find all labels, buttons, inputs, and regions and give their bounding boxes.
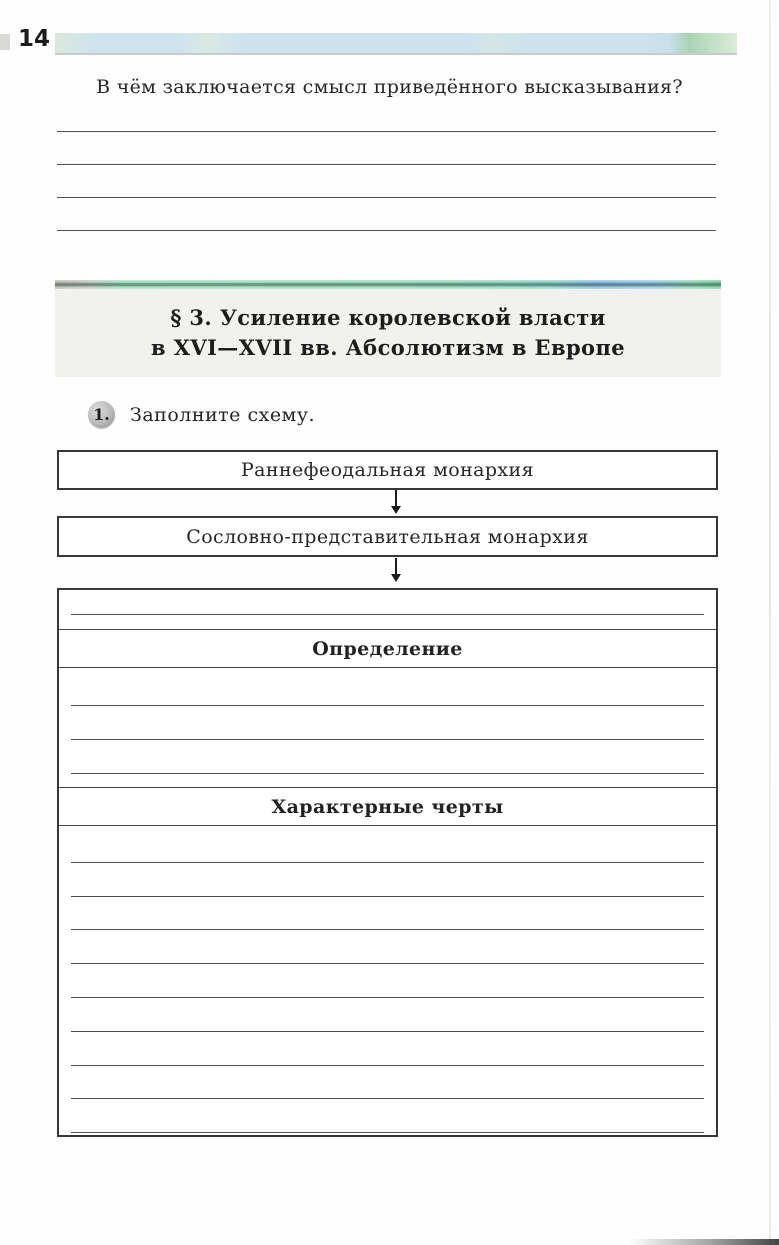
monarchy-name-section [59, 590, 716, 630]
arrow-head [391, 506, 401, 514]
page-corner-artifact [629, 1239, 779, 1245]
answer-line[interactable] [57, 198, 716, 231]
page-edge-shadow [769, 0, 771, 1245]
arrow-head [391, 574, 401, 582]
scheme-box-early-feudal: Раннефеодальная монархия [57, 450, 718, 490]
answer-line[interactable] [71, 964, 704, 998]
answer-line[interactable] [71, 897, 704, 931]
page-number: 14 [18, 26, 51, 52]
intro-question: В чём заключается смысл приведённого высказывания? [96, 76, 683, 98]
task-number-badge: 1. [88, 401, 115, 428]
scheme-detail-box [57, 588, 718, 1137]
features-header: Характерные черты [59, 788, 716, 826]
definition-header: Определение [59, 630, 716, 668]
answer-line[interactable] [57, 132, 716, 165]
answer-line[interactable] [71, 672, 704, 706]
answer-line[interactable] [71, 863, 704, 897]
answer-line[interactable] [71, 740, 704, 774]
definition-answer-lines [59, 668, 716, 788]
page-margin-tick [0, 34, 10, 50]
answer-line[interactable] [71, 1066, 704, 1100]
down-arrow-icon [388, 558, 404, 582]
answer-line[interactable] [71, 1032, 704, 1066]
intro-answer-lines [57, 99, 716, 231]
answer-line[interactable] [71, 998, 704, 1032]
section-title-line1: § 3. Усиление королевской власти [170, 304, 606, 330]
section-header [55, 289, 721, 377]
task-label: Заполните схему. [130, 403, 316, 426]
section-decorative-bar [55, 280, 721, 289]
arrow-stem [395, 558, 397, 574]
scheme-box-estate-representative: Сословно-представительная монархия [57, 516, 718, 557]
answer-line[interactable] [71, 930, 704, 964]
answer-line[interactable] [71, 614, 704, 615]
answer-line[interactable] [71, 829, 704, 863]
answer-line[interactable] [57, 165, 716, 198]
down-arrow-icon [388, 490, 404, 514]
section-title-line2: в XVI—XVII вв. Абсолютизм в Европе [151, 335, 625, 360]
answer-line[interactable] [57, 99, 716, 132]
answer-line[interactable] [71, 1099, 704, 1133]
features-answer-lines [59, 826, 716, 1135]
answer-line[interactable] [71, 706, 704, 740]
arrow-stem [395, 490, 397, 506]
task-row [88, 401, 315, 428]
top-decorative-bar [55, 33, 737, 53]
